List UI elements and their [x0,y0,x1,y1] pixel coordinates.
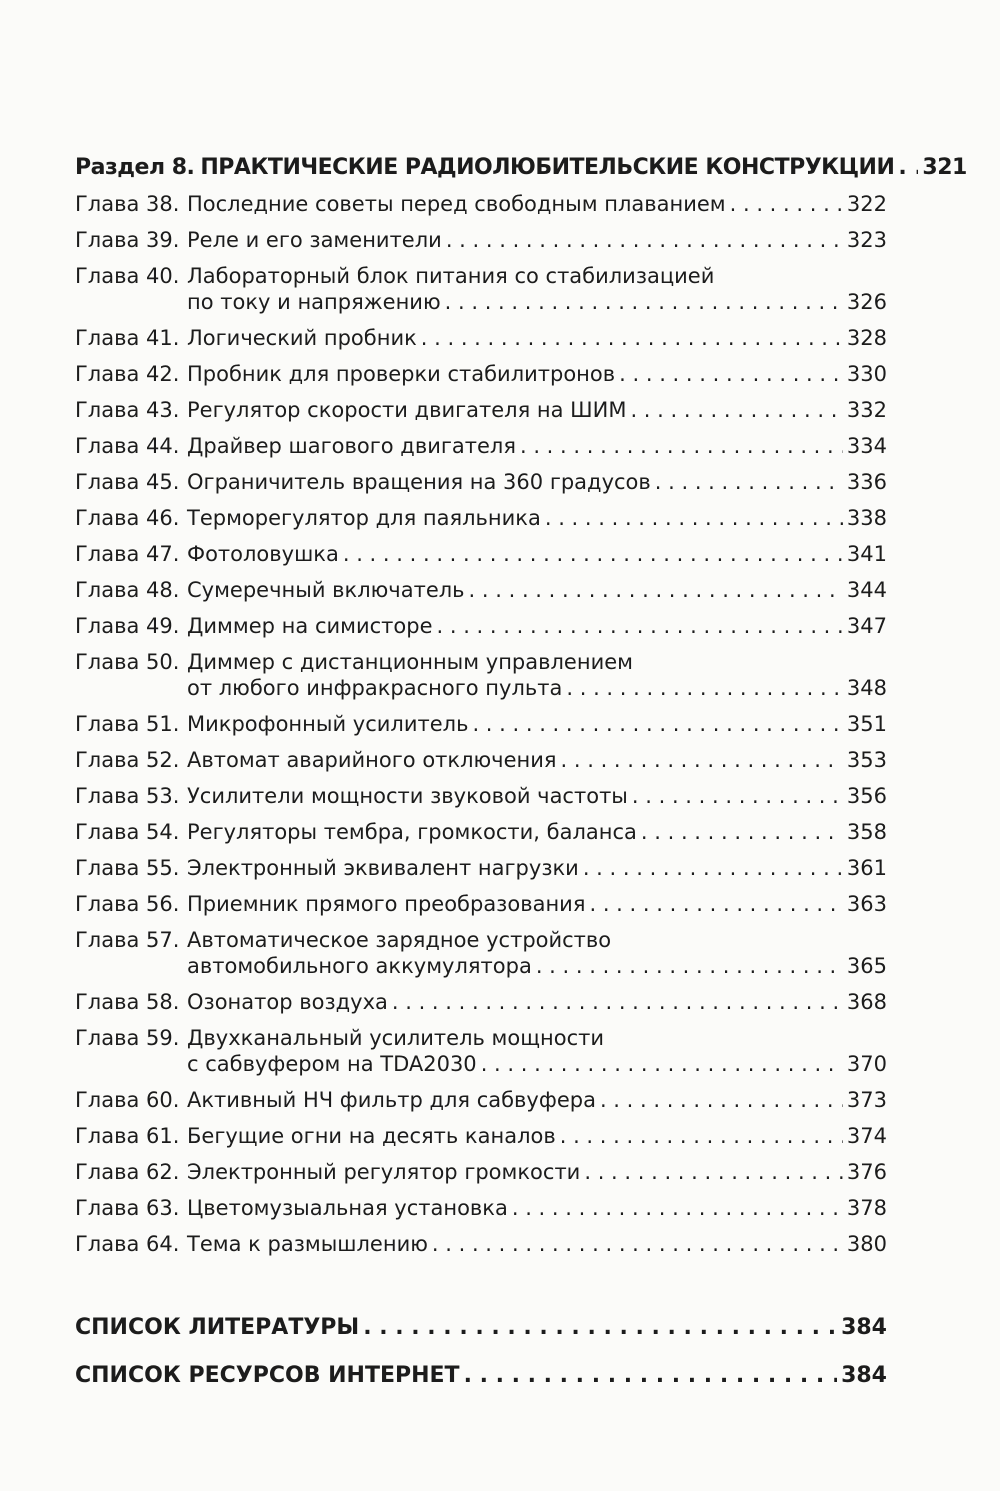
chapter-label: Глава 48. [75,578,180,602]
chapter-page: 328 [846,326,887,350]
chapter-row[interactable] [75,639,887,701]
chapter-title: по току и напряжению [187,290,441,314]
chapter-row[interactable] [75,773,887,809]
chapter-title: с сабвуфером на TDA2030 [187,1052,477,1076]
chapter-title-line1: Лабораторный блок питания со стабилизацией [187,264,715,288]
chapter-label: Глава 46. [75,506,180,530]
chapter-page: 368 [846,990,887,1014]
chapter-title-line1: Автоматическое зарядное устройство [187,928,612,952]
section-page: 321 [922,155,967,180]
back-matter-page: 384 [841,1315,887,1340]
chapter-title: Пробник для проверки стабилитронов [187,362,616,386]
chapter-label: Глава 47. [75,542,180,566]
chapter-page: 334 [846,434,887,458]
chapter-page: 348 [846,676,887,700]
chapter-title: Цветомузыальная установка [187,1196,508,1220]
chapter-label: Глава 56. [75,892,180,916]
spacer [75,1257,887,1293]
dot-leader [469,577,843,603]
chapter-title: Последние советы перед свободным плаванием [187,192,726,216]
back-matter-list [75,1293,887,1389]
chapter-label: Глава 53. [75,784,180,808]
dot-leader [561,747,843,773]
back-matter-row[interactable] [75,1293,887,1341]
chapter-label: Глава 59. [75,1026,180,1050]
chapter-label: Глава 49. [75,614,180,638]
chapter-title: Реле и его заменители [187,228,442,252]
dot-leader [481,1051,843,1077]
chapter-page: 361 [846,856,887,880]
chapter-page: 370 [846,1052,887,1076]
chapter-label: Глава 51. [75,712,180,736]
chapter-label: Глава 43. [75,398,180,422]
chapter-page: 380 [846,1232,887,1256]
chapter-label: Глава 45. [75,470,180,494]
chapter-label: Глава 42. [75,362,180,386]
chapter-label: Глава 39. [75,228,180,252]
chapter-row[interactable] [75,737,887,773]
chapter-page: 344 [846,578,887,602]
chapter-row[interactable] [75,845,887,881]
chapter-label: Глава 41. [75,326,180,350]
dot-leader [655,469,843,495]
dot-leader [445,289,843,315]
chapter-title-line1: Диммер с дистанционным управлением [187,650,633,674]
dot-leader [730,191,843,217]
dot-leader [437,613,843,639]
chapter-page: 323 [846,228,887,252]
chapter-row[interactable] [75,1185,887,1221]
chapter-title: автомобильного аккумулятора [187,954,532,978]
dot-leader [641,819,843,845]
chapter-title: Активный НЧ фильтр для сабвуфера [187,1088,596,1112]
chapter-page: 322 [846,192,887,216]
chapter-title: Фотоловушка [187,542,339,566]
chapter-page: 326 [846,290,887,314]
chapter-row[interactable] [75,603,887,639]
chapter-page: 353 [846,748,887,772]
chapter-row[interactable] [75,181,887,217]
back-matter-page: 384 [841,1363,887,1388]
chapter-list [75,181,887,1257]
chapter-row[interactable] [75,459,887,495]
chapter-row[interactable] [75,351,887,387]
dot-leader [898,155,918,181]
chapter-title: Бегущие огни на десять каналов [187,1124,556,1148]
chapter-page: 351 [846,712,887,736]
chapter-title: Терморегулятор для паяльника [187,506,541,530]
chapter-label: Глава 40. [75,264,180,288]
chapter-row[interactable] [75,567,887,603]
chapter-row[interactable] [75,701,887,737]
back-matter-title: СПИСОК ЛИТЕРАТУРЫ [75,1315,360,1340]
chapter-title: Сумеречный включатель [187,578,465,602]
dot-leader [472,711,842,737]
toc-page [75,143,967,1389]
dot-leader [343,541,843,567]
chapter-label: Глава 61. [75,1124,180,1148]
chapter-row[interactable] [75,917,887,979]
chapter-row[interactable] [75,1015,887,1077]
back-matter-title: СПИСОК РЕСУРСОВ ИНТЕРНЕТ [75,1363,460,1388]
dot-leader [536,953,843,979]
chapter-row[interactable] [75,217,887,253]
chapter-page: 336 [846,470,887,494]
chapter-row[interactable] [75,423,887,459]
chapter-title: Ограничитель вращения на 360 градусов [187,470,651,494]
dot-leader [545,505,843,531]
chapter-row[interactable] [75,1149,887,1185]
chapter-label: Глава 58. [75,990,180,1014]
dot-leader [464,1363,838,1389]
dot-leader [584,1159,843,1185]
chapter-row[interactable] [75,495,887,531]
chapter-title: Усилители мощности звуковой частоты [187,784,628,808]
chapter-label: Глава 60. [75,1088,180,1112]
dot-leader [630,397,842,423]
chapter-title: Электронный регулятор громкости [187,1160,581,1184]
section-title: ПРАКТИЧЕСКИЕ РАДИОЛЮБИТЕЛЬСКИЕ КОНСТРУКЦИИ [200,155,895,180]
chapter-page: 338 [846,506,887,530]
dot-leader [432,1231,843,1257]
dot-leader [589,891,842,917]
chapter-label: Глава 62. [75,1160,180,1184]
chapter-title: Электронный эквивалент нагрузки [187,856,579,880]
chapter-page: 374 [846,1124,887,1148]
chapter-row[interactable] [75,531,887,567]
section-label: Раздел 8. [75,155,195,180]
chapter-row[interactable] [75,1221,887,1257]
chapter-label: Глава 64. [75,1232,180,1256]
chapter-page: 373 [846,1088,887,1112]
chapter-title-line1: Двухканальный усилитель мощности [187,1026,605,1050]
chapter-label: Глава 57. [75,928,180,952]
chapter-page: 376 [846,1160,887,1184]
chapter-title: Регуляторы тембра, громкости, баланса [187,820,637,844]
chapter-title: Логический пробник [187,326,417,350]
chapter-row[interactable] [75,315,887,351]
chapter-page: 358 [846,820,887,844]
dot-leader [512,1195,843,1221]
chapter-title: Микрофонный усилитель [187,712,469,736]
dot-leader [560,1123,843,1149]
chapter-page: 332 [846,398,887,422]
chapter-title: от любого инфракрасного пульта [187,676,563,700]
dot-leader [363,1315,837,1341]
chapter-title: Автомат аварийного отключения [187,748,557,772]
chapter-title: Диммер на симисторе [187,614,433,638]
chapter-page: 341 [846,542,887,566]
chapter-row[interactable] [75,809,887,845]
dot-leader [619,361,843,387]
chapter-row[interactable] [75,979,887,1015]
chapter-title: Драйвер шагового двигателя [187,434,516,458]
section-row[interactable] [75,143,967,181]
dot-leader [566,675,843,701]
chapter-row[interactable] [75,881,887,917]
chapter-title: Озонатор воздуха [187,990,388,1014]
chapter-label: Глава 44. [75,434,180,458]
chapter-page: 363 [846,892,887,916]
dot-leader [392,989,843,1015]
chapter-page: 365 [846,954,887,978]
dot-leader [446,227,843,253]
dot-leader [632,783,843,809]
dot-leader [520,433,843,459]
chapter-label: Глава 55. [75,856,180,880]
chapter-row[interactable] [75,253,887,315]
chapter-page: 330 [846,362,887,386]
dot-leader [600,1087,843,1113]
chapter-label: Глава 38. [75,192,180,216]
chapter-title: Тема к размышлению [187,1232,428,1256]
chapter-row[interactable] [75,1113,887,1149]
chapter-label: Глава 52. [75,748,180,772]
dot-leader [421,325,843,351]
chapter-title: Регулятор скорости двигателя на ШИМ [187,398,627,422]
chapter-page: 347 [846,614,887,638]
chapter-label: Глава 63. [75,1196,180,1220]
chapter-row[interactable] [75,1077,887,1113]
chapter-label: Глава 54. [75,820,180,844]
chapter-page: 378 [846,1196,887,1220]
chapter-title: Приемник прямого преобразования [187,892,586,916]
back-matter-row[interactable] [75,1341,887,1389]
chapter-page: 356 [846,784,887,808]
chapter-row[interactable] [75,387,887,423]
dot-leader [583,855,843,881]
chapter-label: Глава 50. [75,650,180,674]
